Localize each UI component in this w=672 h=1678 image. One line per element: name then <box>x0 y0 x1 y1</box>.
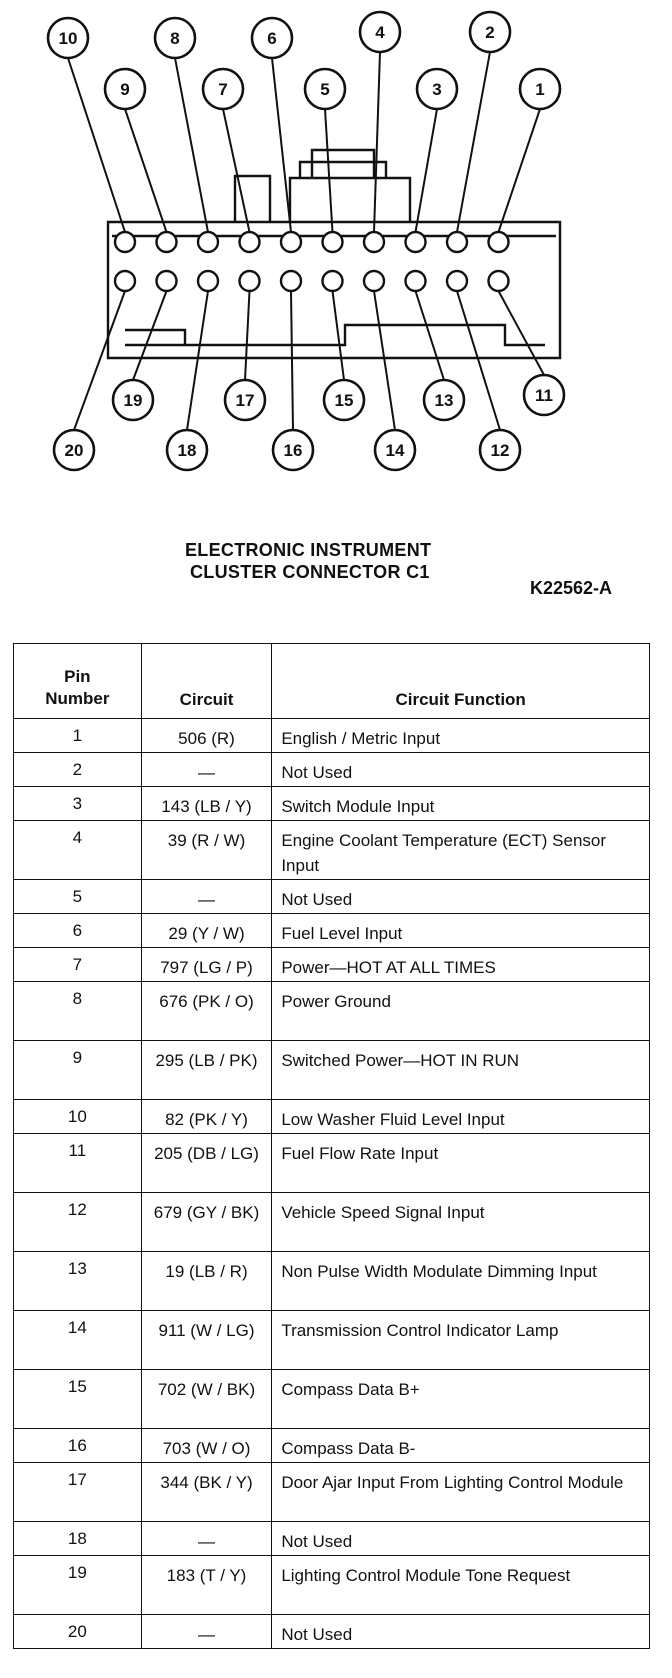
callout-label: 5 <box>320 80 330 99</box>
table-row <box>14 948 650 982</box>
pin-number-cell: 10 <box>14 1100 142 1134</box>
table-row <box>14 1252 650 1311</box>
pin-6 <box>281 232 301 252</box>
callout-label: 13 <box>434 391 454 410</box>
table-row <box>14 1311 650 1370</box>
table-row <box>14 753 650 787</box>
leader-line <box>325 109 333 232</box>
pin-number-cell: 20 <box>14 1615 142 1649</box>
circuit-function-cell: Switched Power—HOT IN RUN <box>272 1041 650 1100</box>
pin-16 <box>281 271 301 291</box>
circuit-cell: 911 (W / LG) <box>141 1311 272 1370</box>
callout-label: 2 <box>485 23 495 42</box>
figure-id: K22562-A <box>530 578 613 598</box>
circuit-function-cell: Lighting Control Module Tone Request <box>272 1556 650 1615</box>
circuit-function-cell: Fuel Level Input <box>272 914 650 948</box>
circuit-cell: — <box>141 1615 272 1649</box>
pin-1 <box>489 232 509 252</box>
header-circuit: Circuit <box>141 644 272 719</box>
circuit-function-cell: Switch Module Input <box>272 787 650 821</box>
leader-line <box>125 109 167 232</box>
table-row <box>14 982 650 1041</box>
leader-line <box>374 291 395 430</box>
callout-pin-15 <box>324 380 364 420</box>
pin-3 <box>406 232 426 252</box>
callout-label: 19 <box>123 391 143 410</box>
circuit-function-cell: Power—HOT AT ALL TIMES <box>272 948 650 982</box>
leader-line <box>499 109 541 232</box>
table-row <box>14 821 650 880</box>
circuit-function-cell: Engine Coolant Temperature (ECT) Sensor Input <box>272 821 650 880</box>
callout-pin-16 <box>273 430 313 470</box>
callout-label: 12 <box>490 441 510 460</box>
circuit-function-cell: Not Used <box>272 1522 650 1556</box>
connector-body <box>108 150 560 358</box>
pin-15 <box>323 271 343 291</box>
table-row <box>14 1100 650 1134</box>
callout-pin-4 <box>360 12 400 52</box>
leader-line <box>223 109 250 232</box>
circuit-cell: 676 (PK / O) <box>141 982 272 1041</box>
table-row <box>14 787 650 821</box>
pin-number-cell: 13 <box>14 1252 142 1311</box>
callout-pin-9 <box>105 69 145 109</box>
circuit-function-cell: Vehicle Speed Signal Input <box>272 1193 650 1252</box>
pin-11 <box>489 271 509 291</box>
table-row <box>14 1463 650 1522</box>
pin-4 <box>364 232 384 252</box>
pin-12 <box>447 271 467 291</box>
pin-18 <box>198 271 218 291</box>
pin-number-cell: 14 <box>14 1311 142 1370</box>
leader-line <box>416 291 445 380</box>
pin-number-cell: 8 <box>14 982 142 1041</box>
pin-number-cell: 1 <box>14 719 142 753</box>
circuit-cell: 29 (Y / W) <box>141 914 272 948</box>
callout-pin-13 <box>424 380 464 420</box>
callout-label: 1 <box>535 80 545 99</box>
circuit-cell: 295 (LB / PK) <box>141 1041 272 1100</box>
circuit-cell: 205 (DB / LG) <box>141 1134 272 1193</box>
callout-label: 7 <box>218 80 228 99</box>
connector-diagram <box>0 0 672 540</box>
diagram-caption-line2: CLUSTER CONNECTOR C1 <box>190 562 430 582</box>
callout-pin-18 <box>167 430 207 470</box>
callout-pin-10 <box>48 18 88 58</box>
pin-row-bottom <box>115 271 509 291</box>
callout-label: 18 <box>177 441 197 460</box>
circuit-cell: 703 (W / O) <box>141 1429 272 1463</box>
callout-pin-7 <box>203 69 243 109</box>
pin-5 <box>323 232 343 252</box>
leader-line <box>416 109 438 232</box>
leader-line <box>133 291 167 380</box>
pin-2 <box>447 232 467 252</box>
pin-number-cell: 18 <box>14 1522 142 1556</box>
callout-pin-17 <box>225 380 265 420</box>
callout-pin-1 <box>520 69 560 109</box>
callout-pin-6 <box>252 18 292 58</box>
pin-7 <box>240 232 260 252</box>
table-header-row <box>14 644 650 719</box>
circuit-cell: 143 (LB / Y) <box>141 787 272 821</box>
callout-label: 20 <box>64 441 84 460</box>
pin-13 <box>406 271 426 291</box>
callout-label: 9 <box>120 80 130 99</box>
circuit-cell: 82 (PK / Y) <box>141 1100 272 1134</box>
callout-pin-12 <box>480 430 520 470</box>
leader-line <box>333 291 345 380</box>
circuit-function-cell: Power Ground <box>272 982 650 1041</box>
pin-19 <box>157 271 177 291</box>
header-circuit-function: Circuit Function <box>272 644 650 719</box>
callout-pin-8 <box>155 18 195 58</box>
circuit-function-cell: English / Metric Input <box>272 719 650 753</box>
circuit-function-cell: Door Ajar Input From Lighting Control Module <box>272 1463 650 1522</box>
circuit-cell: 344 (BK / Y) <box>141 1463 272 1522</box>
table-row <box>14 1522 650 1556</box>
pin-number-cell: 7 <box>14 948 142 982</box>
table-row <box>14 1193 650 1252</box>
pin-table <box>13 643 650 1649</box>
leader-line <box>291 291 293 430</box>
table-row <box>14 1041 650 1100</box>
callout-label: 8 <box>170 29 180 48</box>
pin-20 <box>115 271 135 291</box>
pin-number-cell: 5 <box>14 880 142 914</box>
callout-label: 17 <box>235 391 255 410</box>
leader-line <box>187 291 208 430</box>
callout-label: 14 <box>385 441 405 460</box>
circuit-function-cell: Non Pulse Width Modulate Dimming Input <box>272 1252 650 1311</box>
circuit-cell: 702 (W / BK) <box>141 1370 272 1429</box>
callout-pin-20 <box>54 430 94 470</box>
circuit-function-cell: Not Used <box>272 753 650 787</box>
leader-line <box>457 52 490 232</box>
pin-number-cell: 16 <box>14 1429 142 1463</box>
pin-number-cell: 4 <box>14 821 142 880</box>
pin-14 <box>364 271 384 291</box>
circuit-function-cell: Fuel Flow Rate Input <box>272 1134 650 1193</box>
circuit-cell: 679 (GY / BK) <box>141 1193 272 1252</box>
pin-number-cell: 6 <box>14 914 142 948</box>
circuit-function-cell: Not Used <box>272 1615 650 1649</box>
circuit-cell: 19 (LB / R) <box>141 1252 272 1311</box>
table-row <box>14 1370 650 1429</box>
pin-10 <box>115 232 135 252</box>
header-pin-number: Pin Number <box>14 644 142 719</box>
callout-label: 6 <box>267 29 277 48</box>
pin-17 <box>240 271 260 291</box>
circuit-cell: — <box>141 880 272 914</box>
circuit-cell: 506 (R) <box>141 719 272 753</box>
callout-pin-19 <box>113 380 153 420</box>
circuit-cell: 797 (LG / P) <box>141 948 272 982</box>
callout-pin-2 <box>470 12 510 52</box>
callout-label: 4 <box>375 23 385 42</box>
pin-number-cell: 2 <box>14 753 142 787</box>
circuit-function-cell: Compass Data B- <box>272 1429 650 1463</box>
circuit-function-cell: Not Used <box>272 880 650 914</box>
callout-pin-5 <box>305 69 345 109</box>
callout-label: 16 <box>283 441 303 460</box>
leader-line <box>374 52 380 232</box>
callout-label: 11 <box>535 386 553 405</box>
table-row <box>14 1556 650 1615</box>
leader-line <box>457 291 500 430</box>
pin-number-cell: 19 <box>14 1556 142 1615</box>
pin-8 <box>198 232 218 252</box>
pin-number-cell: 11 <box>14 1134 142 1193</box>
callout-label: 15 <box>334 391 354 410</box>
callout-pin-3 <box>417 69 457 109</box>
table-row <box>14 719 650 753</box>
circuit-cell: 183 (T / Y) <box>141 1556 272 1615</box>
table-row <box>14 880 650 914</box>
callout-label: 3 <box>432 80 442 99</box>
circuit-function-cell: Low Washer Fluid Level Input <box>272 1100 650 1134</box>
circuit-function-cell: Transmission Control Indicator Lamp <box>272 1311 650 1370</box>
pin-number-cell: 9 <box>14 1041 142 1100</box>
pin-number-cell: 3 <box>14 787 142 821</box>
circuit-cell: 39 (R / W) <box>141 821 272 880</box>
pin-number-cell: 12 <box>14 1193 142 1252</box>
table-row <box>14 1134 650 1193</box>
pin-number-cell: 15 <box>14 1370 142 1429</box>
table-row <box>14 914 650 948</box>
leader-line <box>245 291 250 380</box>
table-row <box>14 1429 650 1463</box>
leader-line <box>272 58 291 232</box>
circuit-cell: — <box>141 1522 272 1556</box>
pin-number-cell: 17 <box>14 1463 142 1522</box>
pin-9 <box>157 232 177 252</box>
circuit-function-cell: Compass Data B+ <box>272 1370 650 1429</box>
callout-pin-11 <box>524 375 564 415</box>
callout-pin-14 <box>375 430 415 470</box>
callout-label: 10 <box>58 29 78 48</box>
circuit-cell: — <box>141 753 272 787</box>
diagram-caption-line1: ELECTRONIC INSTRUMENT <box>185 540 432 560</box>
table-row <box>14 1615 650 1649</box>
